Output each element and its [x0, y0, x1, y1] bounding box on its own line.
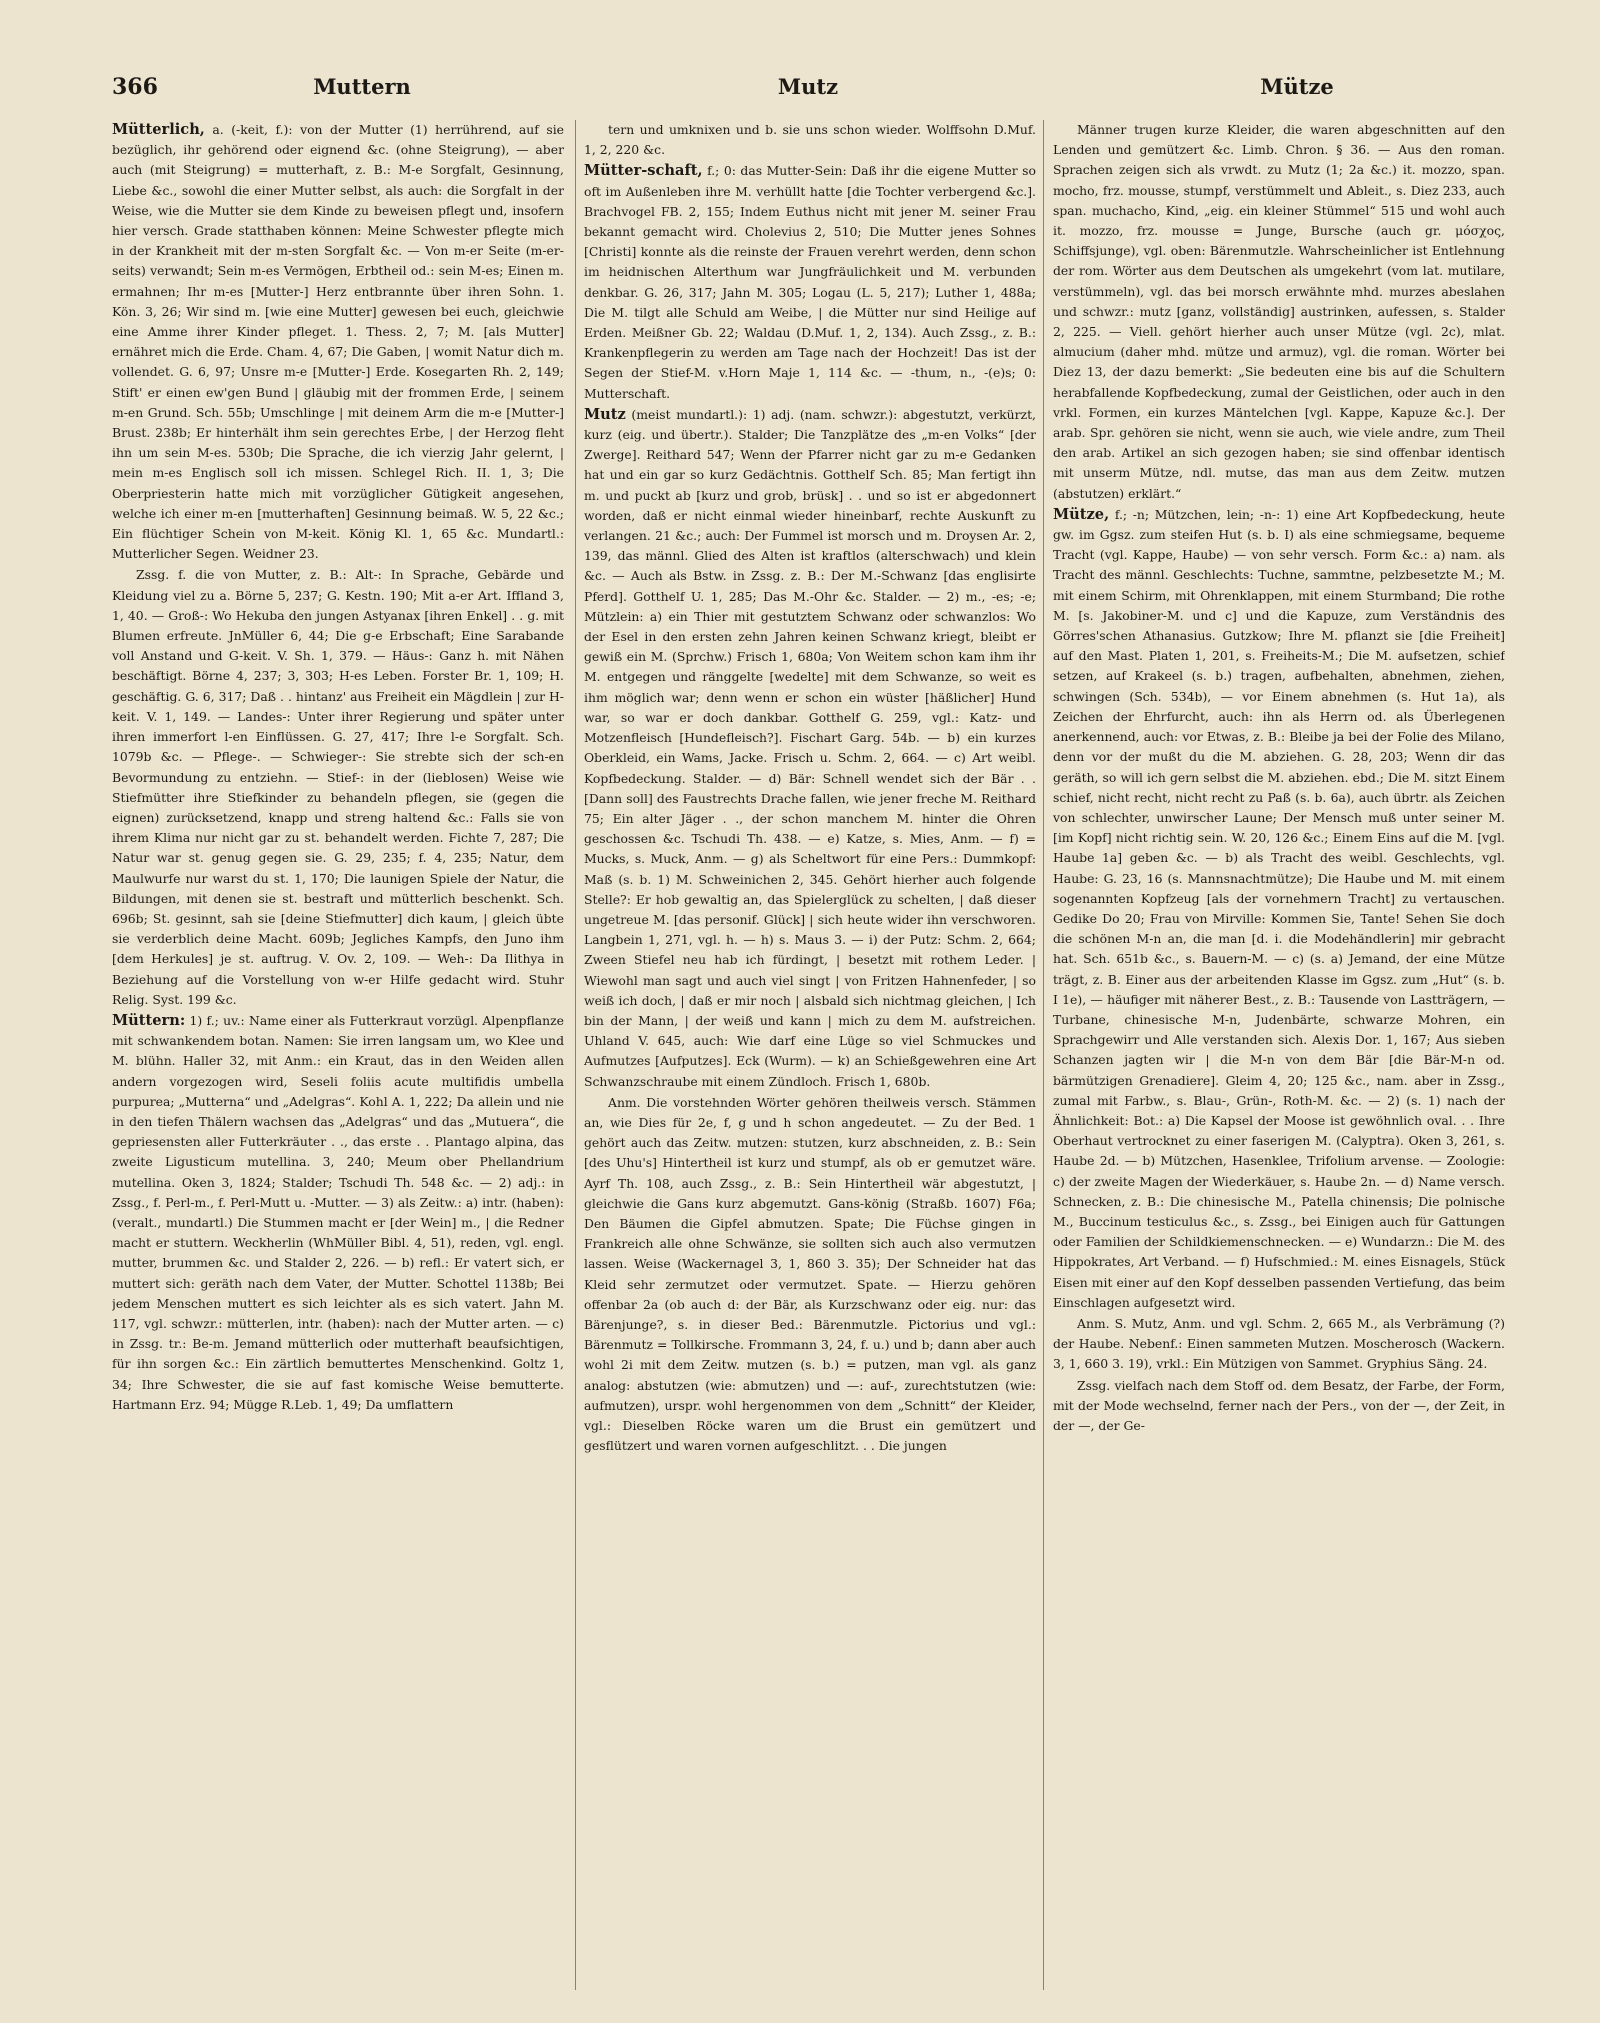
running-head-right: Mütze [1260, 74, 1334, 99]
entry-text: f.; -n; Mützchen, lein; -n-: 1) eine Art Kopfbedeckung, heute gw. im Ggsz. zum steifen Hut (s. b. I) als eine schmiegsame, bequeme Tracht (vgl. Kappe, Haube) — von sehr versch. Form &c.: a) nam. als Tracht des männl. Geschlechts: Tuchne, sammtne, pelzbesetzte M.; M. mit einem Schirm, mit Ohrenklappen, mit einem Sturmband; Die rothe M. [s. Jakobiner-M. und c] und die Kapuze, zum Verständnis des Görres'schen Athanasius. Gutzkow; Ihre M. pflanzt sie [die Freiheit] auf den Mast. Platen 1, 201, s. Freiheits-M.; Die M. aufsetzen, schief setzen, auf Krakeel (s. b.) tragen, aufbehalten, abnehmen, ziehen, schwingen (Sch. 534b), — vor Einem abnehmen (s. Hut 1a), als Zeichen der Ehrfurcht, auch: ihn als Herrn od. als Überlegenen anerkennend, auch: vor Etwas, z. B.: Bleibe ja bei der Folie des Milano, denn vor der mußt du die M. abziehen. G. 28, 203; Wenn dir das geräth, so will ich gern selbst die M. abziehen. ebd.; Die M. sitzt Einem schief, nicht recht, nicht recht zu Paß (s. b. 6a), auch übrtr. als Zeichen von schlechter, unwirscher Laune; Der Mensch muß unter seiner M. [im Kopf] nicht richtig sein. W. 20, 126 &c.; Einem Eins auf die M. [vgl. Haube 1a] geben &c. — b) als Tracht des weibl. Geschlechts, vgl. Haube: G. 23, 16 (s. Mannsnachtmütze); Die Haube und M. mit einem sogenannten Kopfzeug [als der vornehmern Tracht] zu vertauschen. Gedike Do 20; Frau von Mirville: Kommen Sie, Tante! Sehen Sie doch die schönen M-n an, die man [d. i. die Modehändlerin] mir gebracht hat. Sch. 651b &c., s. Bauern-M. — c) (s. a) Jemand, der eine Mütze trägt, z. B. Einer aus der arbeitenden Klasse im Ggsz. zum „Hut“ (s. b. I 1e), — häufiger mit näherer Best., z. B.: Tausende von Lastträgern, — Turbane, chinesische M-n, Judenbärte, schwarze Mohren, ein Sprachgewirr und Alle verstanden sich. Alexis Dor. 1, 167; Aus sieben Schanzen jagten wir | die M-n von dem Bär [die Bär-M-n od. bärmützigen Grenadiere]. Gleim 4, 20; 125 &c., nam. aber in Zssg., zumal mit Farbw., s. Blau-, Grün-, Roth-M. &c. — 2) (s. 1) nach der Ähnlichkeit: Bot.: a) Die Kapsel der Moose ist gewöhnlich oval. . . Ihre Oberhaut vertrocknet zu einer faserigen M. (Calyptra). Oken 3, 261, s. Haube 2d. — b) Mützchen, Hasenklee, Trifolium arvense. — Zoologie: c) der zweite Magen der Wiederkäuer, s. Haube 2n. — d) Name versch. Schnecken, z. B.: Die chinesische M., Patella chinensis; Die polnische M., Buccinum testiculus &c., s. Zssg., bei Einigen auch für Gattungen oder Familien der Schildkiemenschnecken. — e) Wundarzn.: Die M. des Hippokrates, Art Verband. — f) Hufschmied.: M. eines Eisnagels, Stück Eisen mit einer auf den Kopf desselben passenden Vertiefung, das beim Einschlagen aufgesetzt wird. [1053, 506, 1505, 1310]
dictionary-entry [112, 1011, 564, 1415]
entry-paragraph [1053, 120, 1505, 504]
entry-headword: Mütze, [1053, 505, 1110, 523]
dictionary-entry [112, 120, 564, 564]
entry-text: Zssg. f. die von Mutter, z. B.: Alt-: In Sprache, Gebärde und Kleidung viel zu a. Börne 5, 237; G. Kestn. 190; Mit a-er Art. Iffland 3, 1, 40. — Groß-: Wo Hekuba den jungen Astyanax [ihren Enkel] . . g. mit Blumen erfreute. JnMüller 6, 44; Die g-e Erbschaft; Eine Sarabande voll Anstand und G-keit. V. Sh. 1, 379. — Häus-: Ganz h. mit Nähen beschäftigt. Börne 4, 237; 3, 303; H-es Leben. Forster Br. 1, 109; H. geschäftig. G. 6, 317; Daß . . hintanz' aus Freiheit ein Mägdlein | zur H-keit. V. 1, 149. — Landes-: Unter ihrer Regierung und später unter ihren immerfort l-en Einflüssen. G. 27, 417; Ihre l-e Sorgfalt. Sch. 1079b &c. — Pflege-. — Schwieger-: Sie strebte sich der sch-en Bevormundung zu entziehn. — Stief-: in der (lieblosen) Weise wie Stiefmütter ihre Stiefkinder zu behandeln pflegen, sie (gegen die eignen) zurücksetzend, knapp und streng haltend &c.: Falls sie von ihrem Klima nur nicht gar zu st. behandelt werden. Fichte 7, 287; Die Natur war st. genug gegen sie. G. 29, 235; f. 4, 235; Natur, dem Maulwurfe nur warst du st. 1, 170; Die launigen Spiele der Natur, die Bildungen, mit denen sie st. bestraft und mütterlich beschenkt. Sch. 696b; St. gesinnt, sah sie [deine Stiefmutter] dich kaum, | gleich übte sie verderblich deine Macht. 609b; Jegliches Kampfs, den Juno ihm [dem Herkules] je st. auftrug. V. Ov. 2, 109. — Weh-: Da Ilithya in Beziehung auf die Vorstellung von w-er Hilfe gedacht wird. Stuhr Relig. Syst. 199 &c. [112, 567, 564, 1007]
entry-text: Männer trugen kurze Kleider, die waren abgeschnitten auf den Lenden und gemützert &c. Limb. Chron. § 36. — Aus den roman. Sprachen zeigen sich als vrwdt. zu Mutz (1; 2a &c.) it. mozzo, span. mocho, frz. mousse, stumpf, verstümmelt und Ableit., s. Diez 233, auch span. muchacho, Kind, „eig. ein kleiner Stümmel“ 515 und wohl auch it. mozzo, frz. mousse = Junge, Bursche (auch gr. μόσχος, Schiffsjunge), vgl. oben: Bärenmutzle. Wahrscheinlicher ist Entlehnung der rom. Wörter aus dem Deutschen als umgekehrt (vom lat. mutilare, verstümmeln), vgl. das bei morsch erwähnte mhd. murzes abeslahen und schwzr.: mutz [ganz, vollständig] austrinken, aufessen, s. Stalder 2, 225. — Viell. gehört hierher auch unser Mütze (vgl. 2c), mlat. almucium (daher mhd. mütze und armuz), vgl. die roman. Wörter bei Diez 13, der dazu bemerkt: „Sie bedeuten eine bis auf die Schultern herabfallende Kopfbedeckung, zumal der Geistlichen, oder auch in den vrkl. Formen, ein kurzes Mäntelchen [vgl. Kappe, Kapuze &c.]. Der arab. Spr. gehören sie nicht, wenn sie auch, wie viele andre, zum Theil den arab. Artikel an sich gezogen haben; sie sind offenbar identisch mit unserm Mütze, ndl. mutse, das man aus dem Zeitw. mutzen (abstutzen) erklärt.“ [1053, 122, 1505, 501]
text-column-2 [584, 120, 1036, 2000]
entry-text: a. (-keit, f.): von der Mutter (1) herrührend, auf sie bezüglich, ihr gehörend oder eignend &c. (ohne Steigrung), — aber auch (mit Steigrung) = mutterhaft, z. B.: M-e Sorgfalt, Gesinnung, Liebe &c., sowohl die einer Mutter selbst, als auch: die Sorgfalt in der Weise, wie die Mutter sie dem Kinde zu beweisen pflegt und, insofern hier versch. Grade statthaben können: Meine Schwester pflegte mich in der Krankheit mit der m-sten Sorgfalt &c. — Von m-er Seite (m-er-seits) verwandt; Sein m-es Vermögen, Erbtheil od.: sein M-es; Einen m. ermahnen; Ihr m-es [Mutter-] Herz entbrannte über ihren Sohn. 1. Kön. 3, 26; Wir sind m. [wie eine Mutter] gewesen bei euch, gleichwie eine Amme ihrer Kinder pfleget. 1. Thess. 2, 7; M. [als Mutter] ernähret mich die Erde. Cham. 4, 67; Die Gaben, | womit Natur dich m. vollendet. G. 6, 97; Unsre m-e [Mutter-] Erde. Kosegarten Rh. 2, 149; Stift' er einen ew'gen Bund | gläubig mit der frommen Erde, | seinem m-en Grund. Sch. 55b; Umschlinge | mit deinem Arm die m-e [Mutter-] Brust. 238b; Er hinterhält ihm sein gerechtes Erbe, | der Herzog fleht ihn um sein M-es. 530b; Die Sprache, die ich vierzig Jahr gelernt, | mein m-es Englisch soll ich missen. Schlegel Rich. II. 1, 3; Die Oberpriesterin hatte mich mit vorzüglicher Gütigkeit angesehen, welche ich einer m-en [mutterhaften] Gesinnung beimaß. W. 5, 22 &c.; Ein flüchtiger Schein von M-keit. König Kl. 1, 65 &c. Mundartl.: Mutterlicher Segen. Weidner 23. [112, 122, 564, 562]
column-divider [575, 120, 576, 1990]
entry-paragraph [1053, 1314, 1505, 1375]
dictionary-entry [584, 161, 1036, 403]
entry-paragraph [584, 120, 1036, 160]
entry-headword: Müttern: [112, 1011, 186, 1029]
text-column-1 [112, 120, 564, 2000]
entry-text: 1) f.; uv.: Name einer als Futterkraut vorzügl. Alpenpflanze mit schwankendem botan. Namen: Sie irren langsam um, wo Klee und M. blühn. Haller 32, mit Anm.: ein Kraut, das in den Weiden allen andern vorgezogen wird, Seseli foliis acute multifidis umbella purpurea; „Mutterna“ und „Adelgras“. Kohl A. 1, 222; Da allein und nie in den tiefen Thälern wachsen das „Adelgras“ und das „Mutuera“, die gepriesensten aller Futterkräuter . ., das erste . . Plantago alpina, das zweite Ligusticum mutellina. 3, 240; Meum ober Phellandrium mutellina. Oken 3, 1824; Stalder; Tschudi Th. 548 &c. — 2) adj.: in Zssg., f. Perl-m., f. Perl-Mutt u. -Mutter. — 3) als Zeitw.: a) intr. (haben): (veralt., mundartl.) Die Stummen macht er [der Wein] m., | die Redner macht er stuttern. Weckherlin (WhMüller Bibl. 4, 51), reden, vgl. engl. mutter, brummen &c. und Stalder 2, 226. — b) refl.: Er vatert sich, er muttert sich: geräth nach dem Vater, der Mutter. Schottel 1138b; Bei jedem Menschen muttert es sich leichter als es sich vatert. Jahn M. 117, vgl. schwzr.: mütterlen, intr. (haben): nach der Mutter arten. — c) in Zssg. tr.: Be-m. Jemand mütterlich oder mutterhaft beaufsichtigen, für ihn sorgen &c.: Ein zärtlich bemuttertes Menschenkind. Goltz 1, 34; Ihre Schwester, die sie auf fast komische Weise bemutterte. Hartmann Erz. 94; Mügge R.Leb. 1, 49; Da umflattern [112, 1012, 564, 1412]
running-head-left: Muttern [313, 74, 411, 99]
entry-text: Anm. Die vorstehnden Wörter gehören theilweis versch. Stämmen an, wie Dies für 2e, f, g und h schon angedeutet. — Zu der Bed. 1 gehört auch das Zeitw. mutzen: stutzen, kurz abschneiden, z. B.: Sein [des Uhu's] Hintertheil ist kurz und stumpf, als ob er gemutzet wäre. Ayrf Th. 108, auch Zssg., z. B.: Sein Hintertheil wär abgestutzt, | gleichwie die Gans kurz abgemutzt. Gans-könig (Straßb. 1607) F6a; Den Bäumen die Gipfel abmutzen. Spate; Die Füchse gingen in Frankreich alle ohne Schwänze, sie sollten sich auch also vermutzen lassen. Weise (Wackernagel 3, 1, 860 3. 35); Der Schneider hat das Kleid sehr zermutzet oder vermutzet. Spate. — Hierzu gehören offenbar 2a (ob auch d: der Bär, als Kurzschwanz oder eig. nur: das Bärenjunge?, s. in dieser Bed.: Bärenmutzle. Pictorius und vgl.: Bärenmutz = Tollkirsche. Frommann 3, 24, f. u.) und b; dann aber auch wohl 2i mit dem Zeitw. mutzen (s. b.) = putzen, man vgl. als ganz analog: abstutzen (wie: abmutzen) und —: auf-, zurechtstutzen (wie: aufmutzen), urspr. wohl hergenommen von dem „Schnitt“ der Kleider, vgl.: Dieselben Röcke waren um die Brust ein gemützert und gesflützert und waren vornen aufgeschlitzt. . . Die jungen [584, 1094, 1036, 1454]
column-divider [1043, 120, 1044, 1990]
entry-text: Anm. S. Mutz, Anm. und vgl. Schm. 2, 665 M., als Verbrämung (?) der Haube. Nebenf.: Einen sammeten Mutzen. Moscherosch (Wackern. 3, 1, 660 3. 19), vrkl.: Ein Mützigen von Sammet. Gryphius Säng. 24. [1053, 1315, 1505, 1372]
entry-headword: Mütter-schaft, [584, 162, 703, 180]
dictionary-entry [1053, 505, 1505, 1313]
text-column-3 [1053, 120, 1505, 2000]
running-head-center: Mutz [777, 74, 839, 99]
entry-paragraph [112, 565, 564, 1009]
entry-text: (meist mundartl.): 1) adj. (nam. schwzr.): abgestutzt, verkürzt, kurz (eig. und übertr.). Stalder; Die Tanzplätze des „m-en Volks“ [der Zwerge]. Reithard 547; Wenn der Pfarrer nicht gar zu m-e Gedanken hat und ein gar so kurz Gedächtnis. Gotthelf Sch. 85; Man fertigt ihn m. und puckt ab [kurz und grob, brüsk] . . und so ist er abgedonnert worden, daß er nicht einmal wieder hineinbarf, rechte Auskunft zu verlangen. 21 &c.; auch: Der Fummel ist morsch und m. Droysen Ar. 2, 139, das männl. Glied des Alten ist kraftlos (alterschwach) und klein &c. — Auch als Bstw. in Zssg. z. B.: Der M.-Schwanz [das englisirte Pferd]. Gotthelf U. 1, 285; Das M.-Ohr &c. Stalder. — 2) m., -es; -e; Mützlein: a) ein Thier mit gestutztem Schwanz oder schwanzlos: Wo der Esel in den ersten zehn Jahren keinen Schwanz kriegt, bleibt er gewiß ein M. (Sprchw.) Frisch 1, 680a; Von Weitem schon kam ihm ihr M. entgegen und ränggelte [wedelte] mit dem Schwanze, so weit es ihm möglich war; denn wenn er schon ein wüster [häßlicher] Hund war, so war er doch dankbar. Gotthelf G. 259, vgl.: Katz- und Motzenfleisch [Hundefleisch?]. Fischart Garg. 54b. — b) ein kurzes Oberkleid, ein Wams, Jacke. Frisch u. Schm. 2, 664. — c) Art weibl. Kopfbedeckung. Stalder. — d) Bär: Schnell wendet sich der Bär . . [Dann soll] des Faustrechts Drache fallen, wie jener freche M. Reithard 75; Ein alter Jäger . ., der schon manchem M. hinter die Ohren geschossen &c. Tschudi Th. 438. — e) Katze, s. Mies, Anm. — f) = Mucks, s. Muck, Anm. — g) als Scheltwort für eine Pers.: Dummkopf: Maß (s. b. 1) M. Schweinichen 2, 345. Gehört hierher auch folgende Stelle?: Er hob gewaltig an, das Spielerglück zu schelten, | daß dieser ungetreue M. [das personif. Glück] | sich heute wider ihn verschworen. Langbein 1, 271, vgl. h. — h) s. Maus 3. — i) der Putz: Schm. 2, 664; Zween Stiefel neu hab ich fürdingt, | besetzt mit rothem Leder. | Wiewohl man sagt und auch viel singt | von Fritzen Hahnenfeder, | so weiß ich doch, | daß er mir noch | alsbald sich nichtmag gleichen, | Ich bin der Mann, | der weiß und kann | mich zu dem M. aufstreichen. Uhland V. 645, auch: Wie darf eine Lüge so viel Schmuckes und Aufmutzes [Aufputzes]. Eck (Wurm). — k) an Schießgewehren eine Art Schwanzschraube mit einem Zündloch. Frisch 1, 680b. [584, 406, 1036, 1089]
entry-headword: Mütterlich, [112, 121, 205, 138]
entry-paragraph [584, 1093, 1036, 1457]
page-number: 366 [112, 74, 158, 100]
entry-paragraph [1053, 1376, 1505, 1437]
entry-headword: Mutz [584, 405, 626, 423]
entry-text: tern und umknixen und b. sie uns schon wieder. Wolffsohn D.Muf. 1, 2, 220 &c. [584, 122, 1036, 158]
entry-text: f.; 0: das Mutter-Sein: Daß ihr die eigene Mutter so oft im Außenleben ihre M. verhüllt hatte [die Tochter verbergend &c.]. Brachvogel FB. 2, 155; Indem Euthus nicht mit jener M. seiner Frau bekannt gemacht wird. Cholevius 2, 510; Die Mutter jenes Sohnes [Christi] konnte als die reinste der Frauen verehrt werden, denn schon im heidnischen Alterthum war Jungfräulichkeit und M. verbunden denkbar. G. 26, 317; Jahn M. 305; Logau (L. 5, 217); Luther 1, 488a; Die M. tilgt alle Schuld am Weibe, | die Mütter nur sind Heilige auf Erden. Meißner Gb. 22; Waldau (D.Muf. 1, 2, 134). Auch Zssg., z. B.: Krankenpflegerin zu werden am Tage nach der Hochzeit! Das ist der Segen der Stief-M. v.Horn Maje 1, 114 &c. — -thum, n., -(e)s; 0: Mutterschaft. [584, 163, 1036, 401]
page-header [112, 74, 1504, 110]
entry-text: Zssg. vielfach nach dem Stoff od. dem Besatz, der Farbe, der Form, mit der Mode wechselnd, ferner nach der Pers., von der —, der Zeit, in der —, der Ge- [1053, 1377, 1505, 1433]
dictionary-entry [584, 405, 1036, 1092]
